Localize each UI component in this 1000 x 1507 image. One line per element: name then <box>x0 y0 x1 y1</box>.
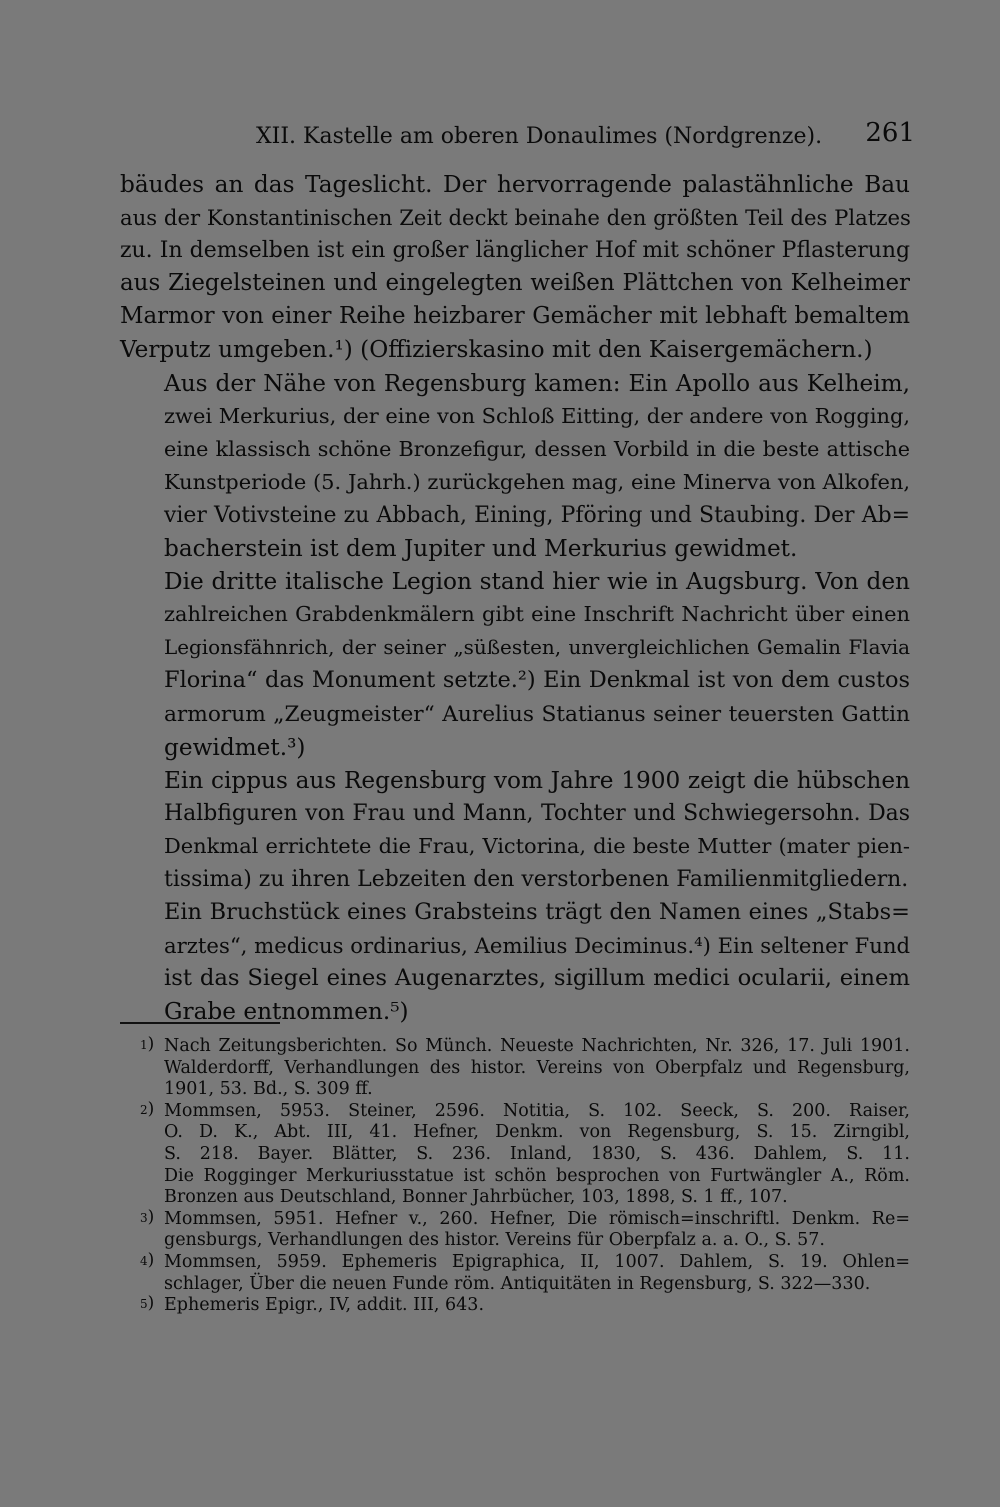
body-text <box>120 168 910 1028</box>
footnote-line: S. 218. Bayer. Blätter, S. 236. Inland, 1830, S. 436. Dahlem, S. 11. <box>164 1143 910 1164</box>
text-line: eine klassisch schöne Bronzefigur, dessen Vorbild in die beste attische <box>164 436 910 461</box>
footnote-line: schlager, Über die neuen Funde röm. Antiquitäten in Regensburg, S. 322—330. <box>164 1273 871 1294</box>
footnote-line: Mommsen, 5959. Ephemeris Epigraphica, II, 1007. Dahlem, S. 19. Ohlen= <box>164 1251 910 1272</box>
text-line: Florina“ das Monument setzte.²) Ein Denkmal ist von dem custos <box>164 667 910 694</box>
running-header <box>120 118 915 158</box>
footnote-line: O. D. K., Abt. III, 41. Hefner, Denkm. von Regensburg, S. 15. Zirngibl, <box>164 1122 910 1143</box>
footnote-line: gensburgs, Verhandlungen des histor. Vereins für Oberpfalz a. a. O., S. 57. <box>164 1230 825 1251</box>
text-line: bäudes an das Tageslicht. Der hervorragende palastähnliche Bau <box>120 171 910 198</box>
text-line: ist das Siegel eines Augenarztes, sigillum medici ocularii, einem <box>164 965 910 992</box>
footnote-marker: 1 ) <box>140 1034 154 1057</box>
footnotes <box>120 1036 910 1317</box>
text-line: aus der Konstantinischen Zeit deckt beinahe den größten Teil des Platzes <box>120 205 911 231</box>
paragraph <box>120 764 910 896</box>
text-line: Ein Bruchstück eines Grabsteins trägt den Namen eines „Stabs= <box>164 899 910 926</box>
footnote-line: Die Rogginger Merkuriusstatue ist schön besprochen von Furtwängler A., Röm. <box>164 1165 910 1186</box>
page-number: 261 <box>865 118 915 148</box>
footnote <box>120 1036 910 1101</box>
paragraph <box>120 367 910 566</box>
text-line: arztes“, medicus ordinarius, Aemilius Deciminus.⁴) Ein seltener Fund <box>164 933 911 959</box>
text-line: Halbfiguren von Frau und Mann, Tochter und Schwiegersohn. Das <box>164 800 910 826</box>
text-line: Grabe entnommen.⁵) <box>164 998 409 1026</box>
footnote-line: Bronzen aus Deutschland, Bonner Jahrbücher, 103, 1898, S. 1 ff., 107. <box>164 1187 788 1208</box>
text-line: zahlreichen Grabdenkmälern gibt eine Inschrift Nachricht über einen <box>164 602 910 627</box>
paragraph <box>120 168 910 367</box>
text-line: zu. In demselben ist ein großer länglicher Hof mit schöner Pflasterung <box>120 238 910 264</box>
text-line: Denkmal errichtete die Frau, Victorina, die beste Mutter (mater pien- <box>164 833 910 858</box>
text-line: Ein cippus aus Regensburg vom Jahre 1900 zeigt die hübschen <box>164 766 910 794</box>
footnote-line: Walderdorff, Verhandlungen des histor. Vereins von Oberpfalz und Regensburg, <box>164 1057 910 1078</box>
footnote <box>120 1209 910 1252</box>
text-line: Marmor von einer Reihe heizbarer Gemächer mit lebhaft bemaltem <box>120 303 910 330</box>
text-line: Kunstperiode (5. Jahrh.) zurückgehen mag, eine Minerva von Alkofen, <box>164 469 910 494</box>
footnote-line: Mommsen, 5951. Hefner v., 260. Hefner, Die römisch=inschriftl. Denkm. Re= <box>164 1208 910 1229</box>
footnote <box>120 1101 910 1209</box>
text-line: gewidmet.³) <box>164 733 306 761</box>
footnote-line: Ephemeris Epigr., IV, addit. III, 643. <box>164 1295 485 1316</box>
text-line: bacherstein ist dem Jupiter und Merkurius gewidmet. <box>164 535 798 563</box>
footnote-divider <box>120 1022 280 1024</box>
text-line: Verputz umgeben.¹) (Offizierskasino mit den Kaisergemächern.) <box>120 336 873 364</box>
text-line: Aus der Nähe von Regensburg kamen: Ein Apollo aus Kelheim, <box>164 369 910 397</box>
footnote-marker: 5 ) <box>140 1293 154 1316</box>
footnote-line: Mommsen, 5953. Steiner, 2596. Notitia, S. 102. Seeck, S. 200. Raiser, <box>164 1100 910 1121</box>
text-line: zwei Merkurius, der eine von Schloß Eitting, der andere von Rogging, <box>164 403 911 428</box>
text-line: vier Votivsteine zu Abbach, Eining, Pföring und Staubing. Der Ab= <box>164 502 910 528</box>
text-line: armorum „Zeugmeister“ Aurelius Statianus seiner teuersten Gattin <box>164 701 910 727</box>
footnote-marker: 2 ) <box>140 1099 154 1122</box>
footnote <box>120 1252 910 1295</box>
paragraph <box>120 896 910 1028</box>
footnote <box>120 1295 910 1317</box>
paragraph <box>120 565 910 764</box>
footnote-line: Nach Zeitungsberichten. So Münch. Neueste Nachrichten, Nr. 326, 17. Juli 1901. <box>164 1036 910 1056</box>
text-line: aus Ziegelsteinen und eingelegten weißen Plättchen von Kelheimer <box>120 270 910 297</box>
footnote-marker: 3 ) <box>140 1207 154 1230</box>
text-line: tissima) zu ihren Lebzeiten den verstorbenen Familienmitgliedern. <box>164 866 909 892</box>
text-line: Die dritte italische Legion stand hier wie in Augsburg. Von den <box>164 568 910 596</box>
footnote-marker: 4 ) <box>140 1250 154 1273</box>
text-line: Legionsfähnrich, der seiner „süßesten, unvergleichlichen Gemalin Flavia <box>164 635 910 660</box>
running-title: XII. Kastelle am oberen Donaulimes (Nordgrenze). <box>256 124 823 149</box>
footnote-line: 1901, 53. Bd., S. 309 ff. <box>164 1079 373 1100</box>
